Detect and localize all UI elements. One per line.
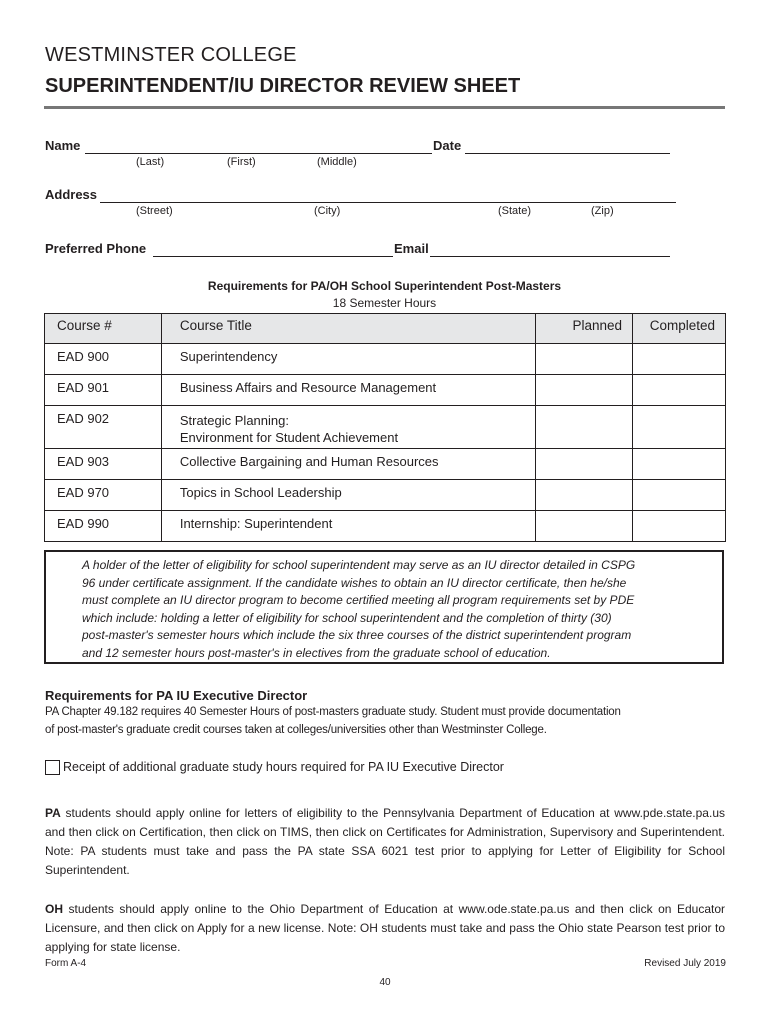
note-line: A holder of the letter of eligibility for school superintendent may serve as an IU director detailed in CSPG xyxy=(82,558,636,572)
header-course-number: Course # xyxy=(45,314,162,344)
table-row xyxy=(45,449,726,480)
planned-cell[interactable] xyxy=(536,344,633,375)
name-middle-caption: (Middle) xyxy=(317,156,357,168)
email-label: Email xyxy=(394,241,429,256)
course-title: Topics in School Leadership xyxy=(161,480,535,511)
table-row xyxy=(45,406,726,449)
eligibility-note-box xyxy=(44,550,724,664)
completed-cell[interactable] xyxy=(633,344,726,375)
course-table xyxy=(44,313,726,542)
address-field[interactable] xyxy=(100,188,676,203)
name-last-caption: (Last) xyxy=(136,156,165,168)
oh-instructions xyxy=(45,900,725,957)
requirements-title: Requirements for PA/OH School Superintendent Post-Masters xyxy=(207,279,562,293)
additional-hours-checkbox[interactable] xyxy=(45,760,60,775)
name-first-caption: (First) xyxy=(227,156,256,168)
address-street-caption: (Street) xyxy=(136,205,173,217)
table-header-row xyxy=(45,314,726,344)
planned-cell[interactable] xyxy=(536,449,633,480)
course-title: Business Affairs and Resource Management xyxy=(161,375,535,406)
oh-text: students should apply online to the Ohio Department of Education at www.ode.state.pa.us and then click on Educator Licensure, and then click on Apply for a new license. Note: OH students must take and pass the Ohio state Pearson test prior to applying for state license. xyxy=(45,902,725,954)
phone-field[interactable] xyxy=(153,242,393,257)
form-number: Form A-4 xyxy=(45,958,87,969)
page-title: SUPERINTENDENT/IU DIRECTOR REVIEW SHEET xyxy=(45,75,521,97)
header-completed: Completed xyxy=(633,314,726,344)
iu-requirements-title: Requirements for PA IU Executive Director xyxy=(45,688,308,703)
eligibility-note xyxy=(82,557,707,662)
planned-cell[interactable] xyxy=(536,511,633,542)
completed-cell[interactable] xyxy=(633,449,726,480)
name-label: Name xyxy=(45,138,81,153)
address-label: Address xyxy=(45,187,98,202)
completed-cell[interactable] xyxy=(633,480,726,511)
additional-hours-label: Receipt of additional graduate study hours required for PA IU Executive Director xyxy=(63,760,504,774)
course-number: EAD 990 xyxy=(45,511,162,542)
note-line: which include: holding a letter of eligibility for school superintendent and the completion of thirty (30) xyxy=(82,610,612,625)
phone-label: Preferred Phone xyxy=(45,241,147,256)
college-name: WESTMINSTER COLLEGE xyxy=(45,44,297,66)
iu-requirements-line-2: of post-master's graduate credit courses taken at colleges/universities other than Westminster College. xyxy=(45,724,547,736)
page-number: 40 xyxy=(379,977,391,988)
completed-cell[interactable] xyxy=(633,406,726,449)
header-planned: Planned xyxy=(536,314,633,344)
iu-requirements-line-1: PA Chapter 49.182 requires 40 Semester Hours of post-masters graduate study. Student must provide documentation xyxy=(45,706,621,718)
header-divider xyxy=(44,106,725,109)
completed-cell[interactable] xyxy=(633,375,726,406)
table-row xyxy=(45,480,726,511)
course-number: EAD 903 xyxy=(45,449,162,480)
header-course-title: Course Title xyxy=(161,314,535,344)
requirements-hours: 18 Semester Hours xyxy=(332,296,437,310)
course-number: EAD 901 xyxy=(45,375,162,406)
course-number: EAD 970 xyxy=(45,480,162,511)
course-title-line-1: Strategic Planning: xyxy=(179,413,289,428)
course-title: Collective Bargaining and Human Resources xyxy=(161,449,535,480)
address-city-caption: (City) xyxy=(314,205,341,217)
revision-date: Revised July 2019 xyxy=(644,958,726,969)
pa-text: students should apply online for letters of eligibility to the Pennsylvania Department of Education at www.pde.state.pa.us and then click on Certification, then click on TIMS, then click on Certificates for Administration, Supervisory and Superintendent. Note: PA students must take and pass the PA state SSA 6021 test prior to applying for Letter of Eligibility for School Superintendent. xyxy=(45,806,725,877)
pa-instructions xyxy=(45,804,725,880)
address-zip-caption: (Zip) xyxy=(591,205,614,217)
date-label: Date xyxy=(433,138,462,153)
course-number: EAD 900 xyxy=(45,344,162,375)
pa-prefix: PA xyxy=(45,806,61,820)
planned-cell[interactable] xyxy=(536,375,633,406)
table-row xyxy=(45,375,726,406)
address-state-caption: (State) xyxy=(498,205,532,217)
planned-cell[interactable] xyxy=(536,480,633,511)
table-row xyxy=(45,344,726,375)
note-line: 96 under certificate assignment. If the candidate wishes to obtain an IU director certificate, then he/she xyxy=(82,575,627,590)
planned-cell[interactable] xyxy=(536,406,633,449)
note-line: post-master's semester hours which include the six three courses of the district superintendent program xyxy=(82,628,632,642)
name-field[interactable] xyxy=(85,139,432,154)
course-number: EAD 902 xyxy=(45,406,162,449)
note-line: must complete an IU director program to become certified meeting all program requirements set by PDE xyxy=(82,593,635,607)
course-title-line-2: Environment for Student Achievement xyxy=(179,430,399,445)
date-field[interactable] xyxy=(465,139,670,154)
oh-prefix: OH xyxy=(45,902,63,916)
course-title: Internship: Superintendent xyxy=(161,511,535,542)
course-title: Superintendency xyxy=(161,344,535,375)
completed-cell[interactable] xyxy=(633,511,726,542)
note-line: and 12 semester hours post-master's in electives from the graduate school of education. xyxy=(82,645,551,660)
email-field[interactable] xyxy=(430,242,670,257)
course-title xyxy=(161,406,535,449)
table-row xyxy=(45,511,726,542)
